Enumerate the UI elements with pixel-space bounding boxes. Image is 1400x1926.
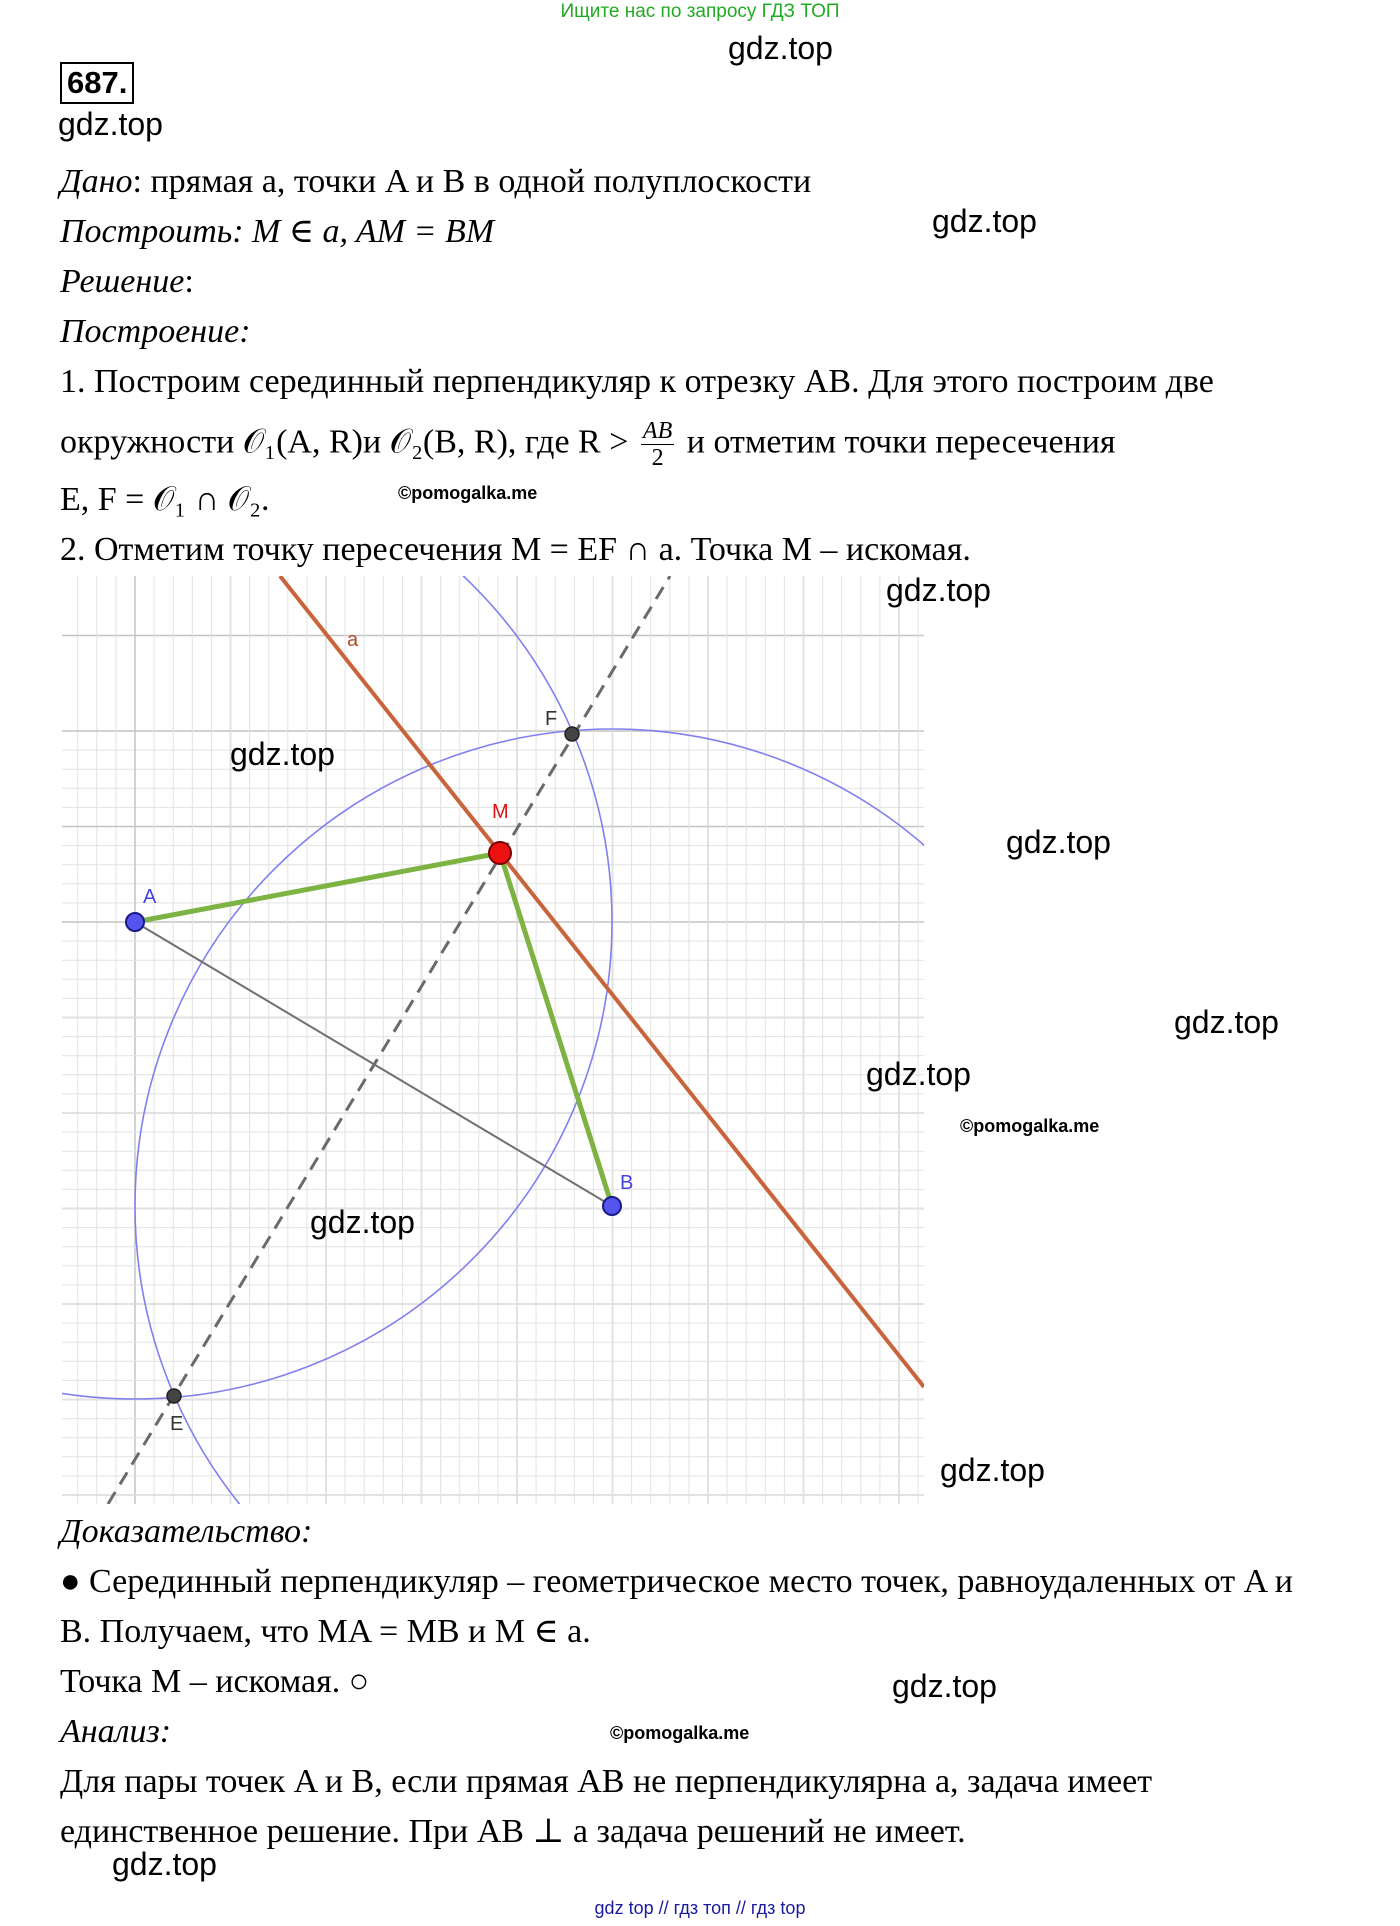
copyright: ©pomogalka.me [610,1723,750,1743]
point-a [126,913,144,931]
footer-links[interactable]: gdz top // гдз топ // гдз top [594,1898,806,1918]
proof-label: Доказательство: [60,1513,313,1550]
proof-line2: B. Получаем, что MA = MB и M ∈ a. [60,1613,591,1650]
solution-colon: : [184,263,194,300]
label-b: B [620,1172,634,1194]
watermark: gdz.top [940,1452,1045,1488]
given-line [60,162,811,202]
given-label: Дано [60,163,133,200]
label-a-point: A [143,886,157,908]
watermark: gdz.top [892,1668,997,1704]
construct-text: : M ∈ a, AM = BM [232,213,495,250]
point-f [565,727,579,741]
point-e [167,1389,181,1403]
label-m: M [492,801,509,823]
watermark: gdz.top [112,1846,217,1882]
watermark: gdz.top [230,736,335,772]
copyright: ©pomogalka.me [398,483,538,503]
construct-line [60,212,494,252]
fraction-numerator: AB [642,418,673,444]
solution-line [60,262,194,302]
proof-line3: Точка M – искомая. ○ [60,1663,370,1700]
fraction-ab-over-2 [641,418,674,471]
watermark: gdz.top [932,203,1037,239]
watermark: gdz.top [728,30,833,66]
step2-line: 2. Отметим точку пересечения M = EF ∩ a. Точка M – искомая. [60,531,971,568]
construct-label: Построить [60,213,233,250]
analysis-line1: Для пары точек A и B, если прямая AB не перпендикулярна a, задача имеет [60,1763,1153,1800]
watermark: gdz.top [866,1056,971,1092]
fraction-denominator: 2 [651,445,664,471]
analysis-line2: единственное решение. При AB ⊥ a задача решений не имеет. [60,1813,966,1850]
problem-number: 687. [60,62,134,104]
circle-o1 [0,570,612,1399]
label-e: E [170,1413,184,1435]
proof-line1: ● Серединный перпендикуляр – геометрическое место точек, равноудаленных от A и [60,1563,1293,1600]
watermark: gdz.top [58,106,163,142]
step1-line3: E, F = 𝒪₁ ∩ 𝒪₂. [60,481,270,518]
copyright: ©pomogalka.me [960,1116,1100,1136]
watermark: gdz.top [1174,1004,1279,1040]
point-b [603,1197,621,1215]
segment-ab [135,922,612,1206]
watermark: gdz.top [886,572,991,608]
step1-line1: 1. Построим серединный перпендикуляр к отрезку AB. Для этого построим две [60,363,1214,400]
top-banner[interactable]: Ищите нас по запросу ГДЗ ТОП [560,1,840,22]
watermark: gdz.top [310,1204,415,1240]
analysis-label: Анализ: [60,1713,172,1750]
point-m [489,842,511,864]
step1-line2 [60,418,1116,471]
segment-ma [135,853,500,922]
label-a-line: a [347,629,359,651]
watermark: gdz.top [1006,824,1111,860]
label-f: F [545,708,558,730]
construction-label: Построение: [60,313,251,350]
step1-line2-before: окружности 𝒪₁(A, R)и 𝒪₂(B, R), где R > [60,423,629,461]
step1-line2-after: и отметим точки пересечения [686,423,1116,461]
solution-label: Решение [60,263,185,300]
given-text: : прямая a, точки A и B в одной полуплоскости [132,163,812,200]
